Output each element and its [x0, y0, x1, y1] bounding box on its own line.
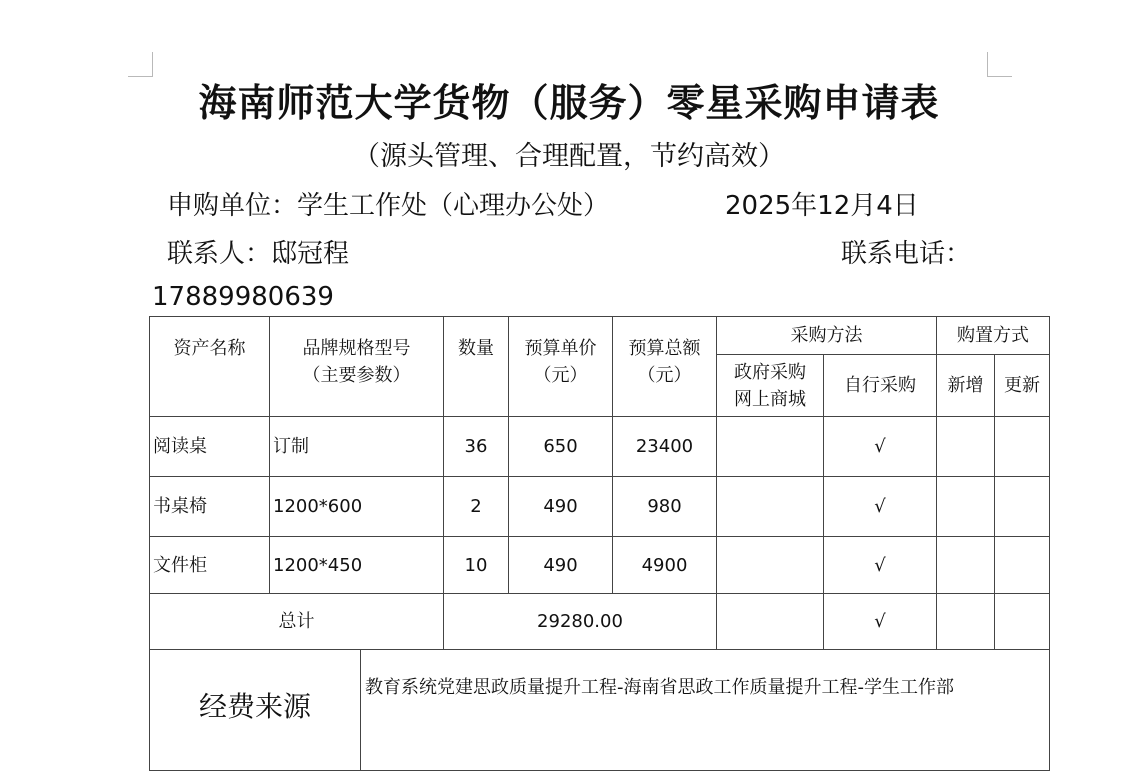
row-new: [937, 477, 995, 537]
header-gov-mall-line2: 网上商城: [734, 388, 806, 410]
header-self-purchase: 自行采购: [824, 355, 937, 417]
row-spec: 订制: [270, 417, 444, 477]
row-quantity: 10: [444, 537, 509, 594]
row-unit-price: 650: [509, 417, 613, 477]
row-unit-price: 490: [509, 477, 613, 537]
row-spec: 1200*600: [270, 477, 444, 537]
row-total: 4900: [613, 537, 717, 594]
row-quantity: 36: [444, 417, 509, 477]
contact-phone: 17889980639: [152, 282, 334, 312]
header-row-1: [150, 317, 1050, 355]
applicant-unit: 申购单位：学生工作处（心理办公处）: [167, 191, 610, 221]
row-new: [937, 417, 995, 477]
row-total: 980: [613, 477, 717, 537]
header-new: 新增: [937, 355, 995, 417]
contact-phone-label: 联系电话：: [841, 239, 972, 269]
row-update: [995, 537, 1050, 594]
header-total: [613, 317, 717, 417]
fund-source-cell: [150, 650, 1050, 771]
header-unit-price: [509, 317, 613, 417]
row-gov-mall: [717, 477, 824, 537]
total-update: [995, 594, 1050, 650]
header-update: 更新: [995, 355, 1050, 417]
header-brand-spec-line2: （主要参数）: [302, 365, 411, 386]
row-self-purchase-check: √: [824, 417, 937, 477]
header-total-line2: （元）: [637, 365, 692, 386]
total-label: 总计: [150, 594, 444, 650]
header-purchase-type: 购置方式: [937, 317, 1050, 355]
row-gov-mall: [717, 417, 824, 477]
total-gov-mall: [717, 594, 824, 650]
header-brand-spec-line1: 品牌规格型号: [302, 338, 411, 359]
row-self-purchase-check: √: [824, 477, 937, 537]
header-total-line1: 预算总额: [628, 338, 701, 359]
document-subtitle: （源头管理、合理配置，节约高效）: [353, 141, 785, 172]
header-unit-price-line1: 预算单价: [524, 338, 597, 359]
application-date: 2025年12月4日: [725, 191, 919, 221]
row-spec: 1200*450: [270, 537, 444, 594]
row-gov-mall: [717, 537, 824, 594]
total-new: [937, 594, 995, 650]
procurement-table: [149, 316, 1050, 771]
row-update: [995, 417, 1050, 477]
contact-person: 联系人：邸冠程: [167, 239, 350, 269]
row-asset-name: 文件柜: [150, 537, 270, 594]
header-quantity: 数量: [444, 317, 509, 417]
header-purchase-method: 采购方法: [717, 317, 937, 355]
fund-source-text: 教育系统党建思政质量提升工程-海南省思政工作质量提升工程-学生工作部: [365, 677, 954, 698]
total-row: [150, 594, 1050, 650]
row-unit-price: 490: [509, 537, 613, 594]
row-asset-name: 阅读桌: [150, 417, 270, 477]
row-asset-name: 书桌椅: [150, 477, 270, 537]
total-self-purchase-check: √: [824, 594, 937, 650]
header-asset-name: 资产名称: [150, 317, 270, 417]
header-unit-price-line2: （元）: [533, 365, 588, 386]
header-gov-mall: [717, 355, 824, 417]
table-row: [150, 537, 1050, 594]
table-row: [150, 417, 1050, 477]
document-title: 海南师范大学货物（服务）零星采购申请表: [198, 81, 940, 125]
row-total: 23400: [613, 417, 717, 477]
header-gov-mall-line1: 政府采购: [734, 361, 806, 383]
header-brand-spec: [270, 317, 444, 417]
row-update: [995, 477, 1050, 537]
row-quantity: 2: [444, 477, 509, 537]
fund-source-row: [150, 650, 1050, 771]
row-self-purchase-check: √: [824, 537, 937, 594]
fund-source-label: 经费来源: [150, 650, 361, 770]
table-row: [150, 477, 1050, 537]
total-amount: 29280.00: [444, 594, 717, 650]
row-new: [937, 537, 995, 594]
